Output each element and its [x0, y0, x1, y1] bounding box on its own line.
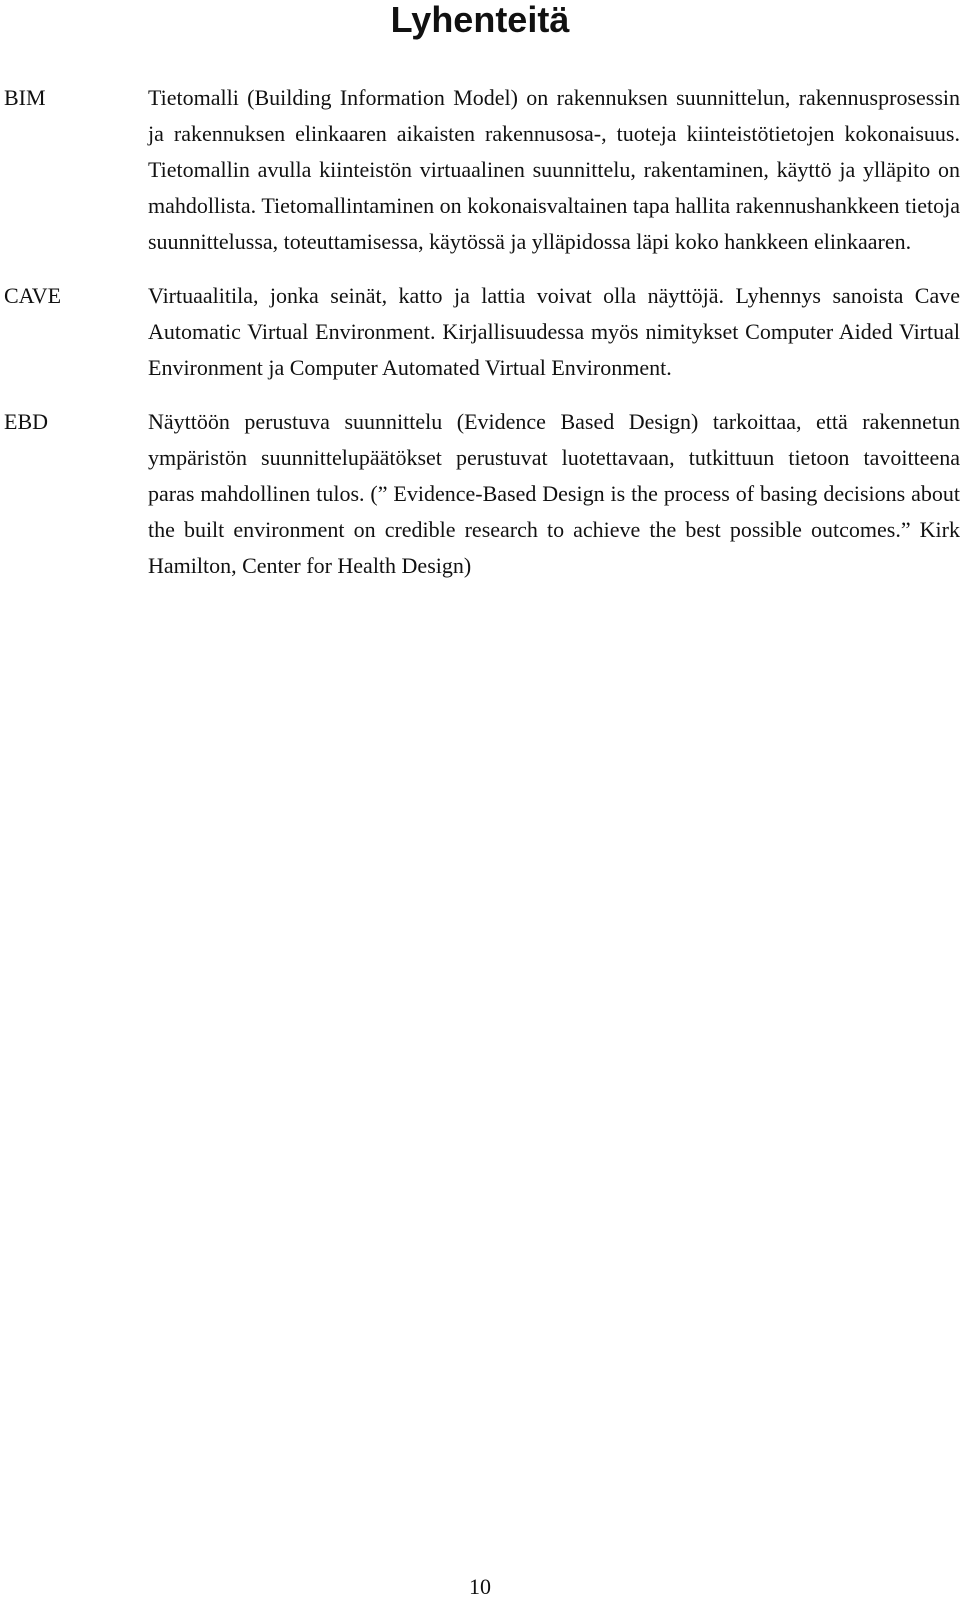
abbreviation-entry-cave	[0, 278, 960, 386]
page-title: Lyhenteitä	[390, 0, 570, 40]
abbreviation-list	[0, 80, 960, 584]
abbreviation-definition: Näyttöön perustuva suunnittelu (Evidence Based Design) tarkoittaa, että rakennetun ympäristön suunnittelupäätökset perustuvat luotettavaan, tutkittuun tietoon tavoitteena paras mahdollinen tulos. (” Evidence-Based Design is the process of basing decisions about the built environment on credible research to achieve the best possible outcomes.” Kirk Hamilton, Center for Health Design)	[148, 409, 960, 578]
abbreviation-definition: Tietomalli (Building Information Model) on rakennuksen suunnittelun, rakennusprosessin ja rakennuksen elinkaaren aikaisten rakennusosa-, tuoteja kiinteistötietojen kokonaisuus. Tietomallin avulla kiinteistön virtuaalinen suunnittelu, rakentaminen, käyttö ja ylläpito on mahdollista. Tietomallintaminen on kokonaisvaltainen tapa hallita rakennushankkeen tietoja suunnittelussa, toteuttamisessa, käytössä ja ylläpidossa läpi koko hankkeen elinkaaren.	[148, 85, 960, 254]
abbreviation-term: CAVE	[4, 283, 62, 308]
abbreviation-term: EBD	[4, 409, 48, 434]
page-number: 10	[469, 1574, 491, 1599]
abbreviation-entry-bim	[0, 80, 960, 260]
abbreviation-entry-ebd	[0, 404, 960, 584]
abbreviation-term: BIM	[4, 85, 46, 110]
abbreviation-definition: Virtuaalitila, jonka seinät, katto ja lattia voivat olla näyttöjä. Lyhennys sanoista Cave Automatic Virtual Environment. Kirjallisuudessa myös nimitykset Computer Aided Virtual Environment ja Computer Automated Virtual Environment.	[148, 283, 960, 380]
